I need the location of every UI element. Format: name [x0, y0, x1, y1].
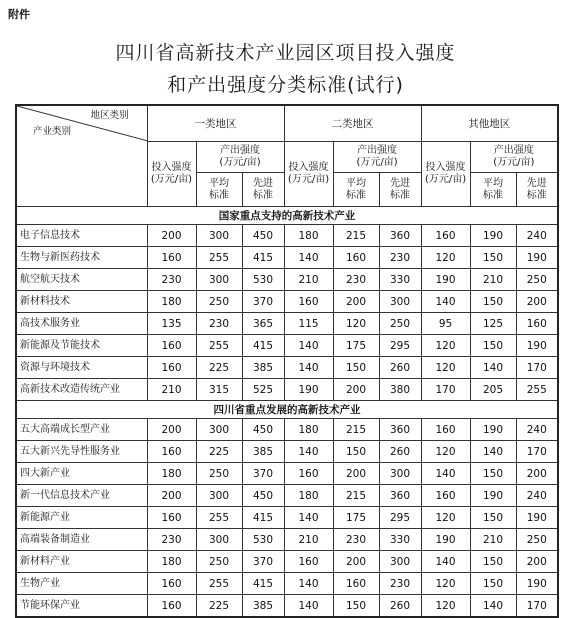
value-cell: 250 — [196, 291, 242, 313]
industry-name: 新一代信息技术产业 — [16, 485, 147, 507]
value-cell: 150 — [470, 463, 516, 485]
value-cell: 175 — [333, 507, 379, 529]
table-row — [16, 595, 558, 618]
value-cell: 260 — [379, 441, 421, 463]
value-cell: 225 — [196, 441, 242, 463]
value-cell: 415 — [242, 335, 284, 357]
value-cell: 370 — [242, 551, 284, 573]
value-cell: 200 — [333, 551, 379, 573]
value-cell: 95 — [421, 313, 470, 335]
diagonal-header-cell — [16, 105, 147, 207]
industry-category-label: 产业类别 — [33, 126, 72, 137]
value-cell: 230 — [147, 529, 196, 551]
table-row — [16, 529, 558, 551]
value-cell: 200 — [147, 485, 196, 507]
table-row — [16, 463, 558, 485]
value-cell: 255 — [196, 573, 242, 595]
table-row — [16, 551, 558, 573]
section-title: 四川省重点发展的高新技术产业 — [16, 401, 558, 419]
value-cell: 190 — [516, 335, 558, 357]
value-cell: 140 — [470, 441, 516, 463]
standards-table — [15, 104, 559, 618]
value-cell: 160 — [421, 419, 470, 441]
value-cell: 360 — [379, 419, 421, 441]
value-cell: 190 — [516, 573, 558, 595]
value-cell: 215 — [333, 485, 379, 507]
table-row — [16, 573, 558, 595]
section-header-row — [16, 207, 558, 225]
value-cell: 230 — [147, 269, 196, 291]
value-cell: 300 — [379, 463, 421, 485]
value-cell: 450 — [242, 225, 284, 247]
value-cell: 160 — [421, 225, 470, 247]
value-cell: 525 — [242, 379, 284, 401]
region-category-label: 地区类别 — [90, 110, 129, 121]
table-row — [16, 313, 558, 335]
value-cell: 160 — [147, 247, 196, 269]
value-cell: 200 — [333, 291, 379, 313]
value-cell: 160 — [147, 507, 196, 529]
value-cell: 210 — [470, 529, 516, 551]
value-cell: 150 — [333, 595, 379, 618]
industry-name: 四大新产业 — [16, 463, 147, 485]
investment-strength-header: 投入强度 (万元/亩) — [284, 142, 333, 207]
value-cell: 120 — [333, 313, 379, 335]
value-cell: 160 — [284, 551, 333, 573]
value-cell: 230 — [333, 269, 379, 291]
value-cell: 315 — [196, 379, 242, 401]
value-cell: 170 — [421, 379, 470, 401]
value-cell: 380 — [379, 379, 421, 401]
value-cell: 300 — [196, 485, 242, 507]
value-cell: 140 — [470, 357, 516, 379]
table-row — [16, 379, 558, 401]
value-cell: 120 — [421, 357, 470, 379]
value-cell: 135 — [147, 313, 196, 335]
section-header-row — [16, 401, 558, 419]
value-cell: 190 — [421, 269, 470, 291]
value-cell: 300 — [196, 225, 242, 247]
value-cell: 140 — [284, 357, 333, 379]
value-cell: 140 — [284, 335, 333, 357]
value-cell: 160 — [147, 573, 196, 595]
table-row — [16, 485, 558, 507]
value-cell: 300 — [196, 419, 242, 441]
value-cell: 295 — [379, 335, 421, 357]
value-cell: 190 — [516, 507, 558, 529]
value-cell: 200 — [147, 225, 196, 247]
value-cell: 385 — [242, 357, 284, 379]
value-cell: 260 — [379, 595, 421, 618]
value-cell: 140 — [284, 507, 333, 529]
adv-standard-header: 先进 标准 — [516, 173, 558, 207]
title-line-2: 和产出强度分类标准(试行) — [167, 74, 404, 96]
industry-name: 节能环保产业 — [16, 595, 147, 618]
value-cell: 120 — [421, 573, 470, 595]
value-cell: 200 — [516, 463, 558, 485]
value-cell: 180 — [147, 291, 196, 313]
value-cell: 250 — [379, 313, 421, 335]
industry-name: 航空航天技术 — [16, 269, 147, 291]
value-cell: 225 — [196, 357, 242, 379]
value-cell: 190 — [516, 247, 558, 269]
value-cell: 150 — [333, 441, 379, 463]
industry-name: 五大新兴先导性服务业 — [16, 441, 147, 463]
value-cell: 150 — [470, 551, 516, 573]
value-cell: 330 — [379, 529, 421, 551]
value-cell: 260 — [379, 357, 421, 379]
adv-standard-header: 先进 标准 — [379, 173, 421, 207]
value-cell: 120 — [421, 247, 470, 269]
industry-name: 资源与环境技术 — [16, 357, 147, 379]
value-cell: 160 — [147, 441, 196, 463]
value-cell: 200 — [333, 463, 379, 485]
value-cell: 230 — [379, 573, 421, 595]
value-cell: 140 — [284, 573, 333, 595]
value-cell: 180 — [284, 419, 333, 441]
value-cell: 365 — [242, 313, 284, 335]
industry-name: 高端装备制造业 — [16, 529, 147, 551]
value-cell: 295 — [379, 507, 421, 529]
region-header-3: 其他地区 — [421, 105, 558, 142]
value-cell: 140 — [284, 441, 333, 463]
avg-standard-header: 平均 标准 — [333, 173, 379, 207]
value-cell: 150 — [333, 357, 379, 379]
value-cell: 385 — [242, 441, 284, 463]
value-cell: 160 — [333, 247, 379, 269]
value-cell: 180 — [284, 225, 333, 247]
table-row — [16, 269, 558, 291]
industry-name: 生物与新医药技术 — [16, 247, 147, 269]
value-cell: 170 — [516, 595, 558, 618]
investment-strength-header: 投入强度 (万元/亩) — [147, 142, 196, 207]
value-cell: 140 — [421, 463, 470, 485]
value-cell: 150 — [470, 507, 516, 529]
value-cell: 530 — [242, 529, 284, 551]
adv-standard-header: 先进 标准 — [242, 173, 284, 207]
value-cell: 160 — [147, 595, 196, 618]
value-cell: 180 — [147, 551, 196, 573]
value-cell: 210 — [284, 269, 333, 291]
value-cell: 300 — [379, 291, 421, 313]
value-cell: 200 — [516, 551, 558, 573]
value-cell: 190 — [470, 419, 516, 441]
value-cell: 190 — [470, 485, 516, 507]
value-cell: 190 — [421, 529, 470, 551]
region-header-1: 一类地区 — [147, 105, 284, 142]
value-cell: 330 — [379, 269, 421, 291]
table-row — [16, 225, 558, 247]
table-row — [16, 357, 558, 379]
industry-name: 生物产业 — [16, 573, 147, 595]
value-cell: 180 — [147, 463, 196, 485]
value-cell: 370 — [242, 291, 284, 313]
table-row — [16, 291, 558, 313]
value-cell: 160 — [284, 463, 333, 485]
industry-name: 新能源及节能技术 — [16, 335, 147, 357]
industry-name: 电子信息技术 — [16, 225, 147, 247]
value-cell: 255 — [196, 507, 242, 529]
value-cell: 255 — [196, 247, 242, 269]
value-cell: 250 — [516, 269, 558, 291]
attachment-label: 附件 — [8, 8, 30, 21]
value-cell: 160 — [284, 291, 333, 313]
value-cell: 200 — [147, 419, 196, 441]
industry-name: 新能源产业 — [16, 507, 147, 529]
value-cell: 170 — [516, 441, 558, 463]
value-cell: 215 — [333, 225, 379, 247]
value-cell: 140 — [284, 595, 333, 618]
title-line-1: 四川省高新技术产业园区项目投入强度 — [115, 42, 456, 64]
value-cell: 120 — [421, 595, 470, 618]
value-cell: 200 — [516, 291, 558, 313]
table-row — [16, 441, 558, 463]
value-cell: 230 — [333, 529, 379, 551]
avg-standard-header: 平均 标准 — [196, 173, 242, 207]
value-cell: 240 — [516, 485, 558, 507]
value-cell: 140 — [421, 291, 470, 313]
value-cell: 180 — [284, 485, 333, 507]
value-cell: 150 — [470, 335, 516, 357]
value-cell: 160 — [421, 485, 470, 507]
value-cell: 385 — [242, 595, 284, 618]
investment-strength-header: 投入强度 (万元/亩) — [421, 142, 470, 207]
value-cell: 300 — [196, 269, 242, 291]
value-cell: 120 — [421, 335, 470, 357]
value-cell: 360 — [379, 485, 421, 507]
value-cell: 150 — [470, 247, 516, 269]
industry-name: 五大高端成长型产业 — [16, 419, 147, 441]
value-cell: 120 — [421, 441, 470, 463]
industry-name: 新材料产业 — [16, 551, 147, 573]
value-cell: 205 — [470, 379, 516, 401]
value-cell: 300 — [196, 529, 242, 551]
value-cell: 120 — [421, 507, 470, 529]
value-cell: 210 — [284, 529, 333, 551]
value-cell: 250 — [516, 529, 558, 551]
value-cell: 140 — [284, 247, 333, 269]
industry-name: 新材料技术 — [16, 291, 147, 313]
output-strength-header: 产出强度 (万元/亩) — [470, 142, 558, 173]
value-cell: 200 — [333, 379, 379, 401]
value-cell: 450 — [242, 485, 284, 507]
output-strength-header: 产出强度 (万元/亩) — [333, 142, 421, 173]
value-cell: 415 — [242, 507, 284, 529]
value-cell: 150 — [470, 291, 516, 313]
section-title: 国家重点支持的高新技术产业 — [16, 207, 558, 225]
value-cell: 210 — [147, 379, 196, 401]
industry-name: 高新技术改造传统产业 — [16, 379, 147, 401]
value-cell: 415 — [242, 247, 284, 269]
value-cell: 190 — [284, 379, 333, 401]
value-cell: 240 — [516, 225, 558, 247]
value-cell: 230 — [379, 247, 421, 269]
value-cell: 255 — [516, 379, 558, 401]
value-cell: 415 — [242, 573, 284, 595]
region-header-2: 二类地区 — [284, 105, 421, 142]
table-row — [16, 247, 558, 269]
value-cell: 150 — [470, 573, 516, 595]
value-cell: 160 — [147, 335, 196, 357]
industry-name: 高技术服务业 — [16, 313, 147, 335]
value-cell: 370 — [242, 463, 284, 485]
value-cell: 190 — [470, 225, 516, 247]
value-cell: 250 — [196, 551, 242, 573]
value-cell: 360 — [379, 225, 421, 247]
value-cell: 230 — [196, 313, 242, 335]
value-cell: 240 — [516, 419, 558, 441]
table-row — [16, 419, 558, 441]
value-cell: 160 — [147, 357, 196, 379]
value-cell: 175 — [333, 335, 379, 357]
value-cell: 160 — [516, 313, 558, 335]
avg-standard-header: 平均 标准 — [470, 173, 516, 207]
value-cell: 215 — [333, 419, 379, 441]
value-cell: 210 — [470, 269, 516, 291]
table-row — [16, 335, 558, 357]
value-cell: 225 — [196, 595, 242, 618]
output-strength-header: 产出强度 (万元/亩) — [196, 142, 284, 173]
value-cell: 115 — [284, 313, 333, 335]
value-cell: 530 — [242, 269, 284, 291]
value-cell: 450 — [242, 419, 284, 441]
value-cell: 250 — [196, 463, 242, 485]
value-cell: 300 — [379, 551, 421, 573]
value-cell: 170 — [516, 357, 558, 379]
value-cell: 125 — [470, 313, 516, 335]
value-cell: 255 — [196, 335, 242, 357]
value-cell: 140 — [470, 595, 516, 618]
value-cell: 140 — [421, 551, 470, 573]
table-row — [16, 507, 558, 529]
value-cell: 160 — [333, 573, 379, 595]
